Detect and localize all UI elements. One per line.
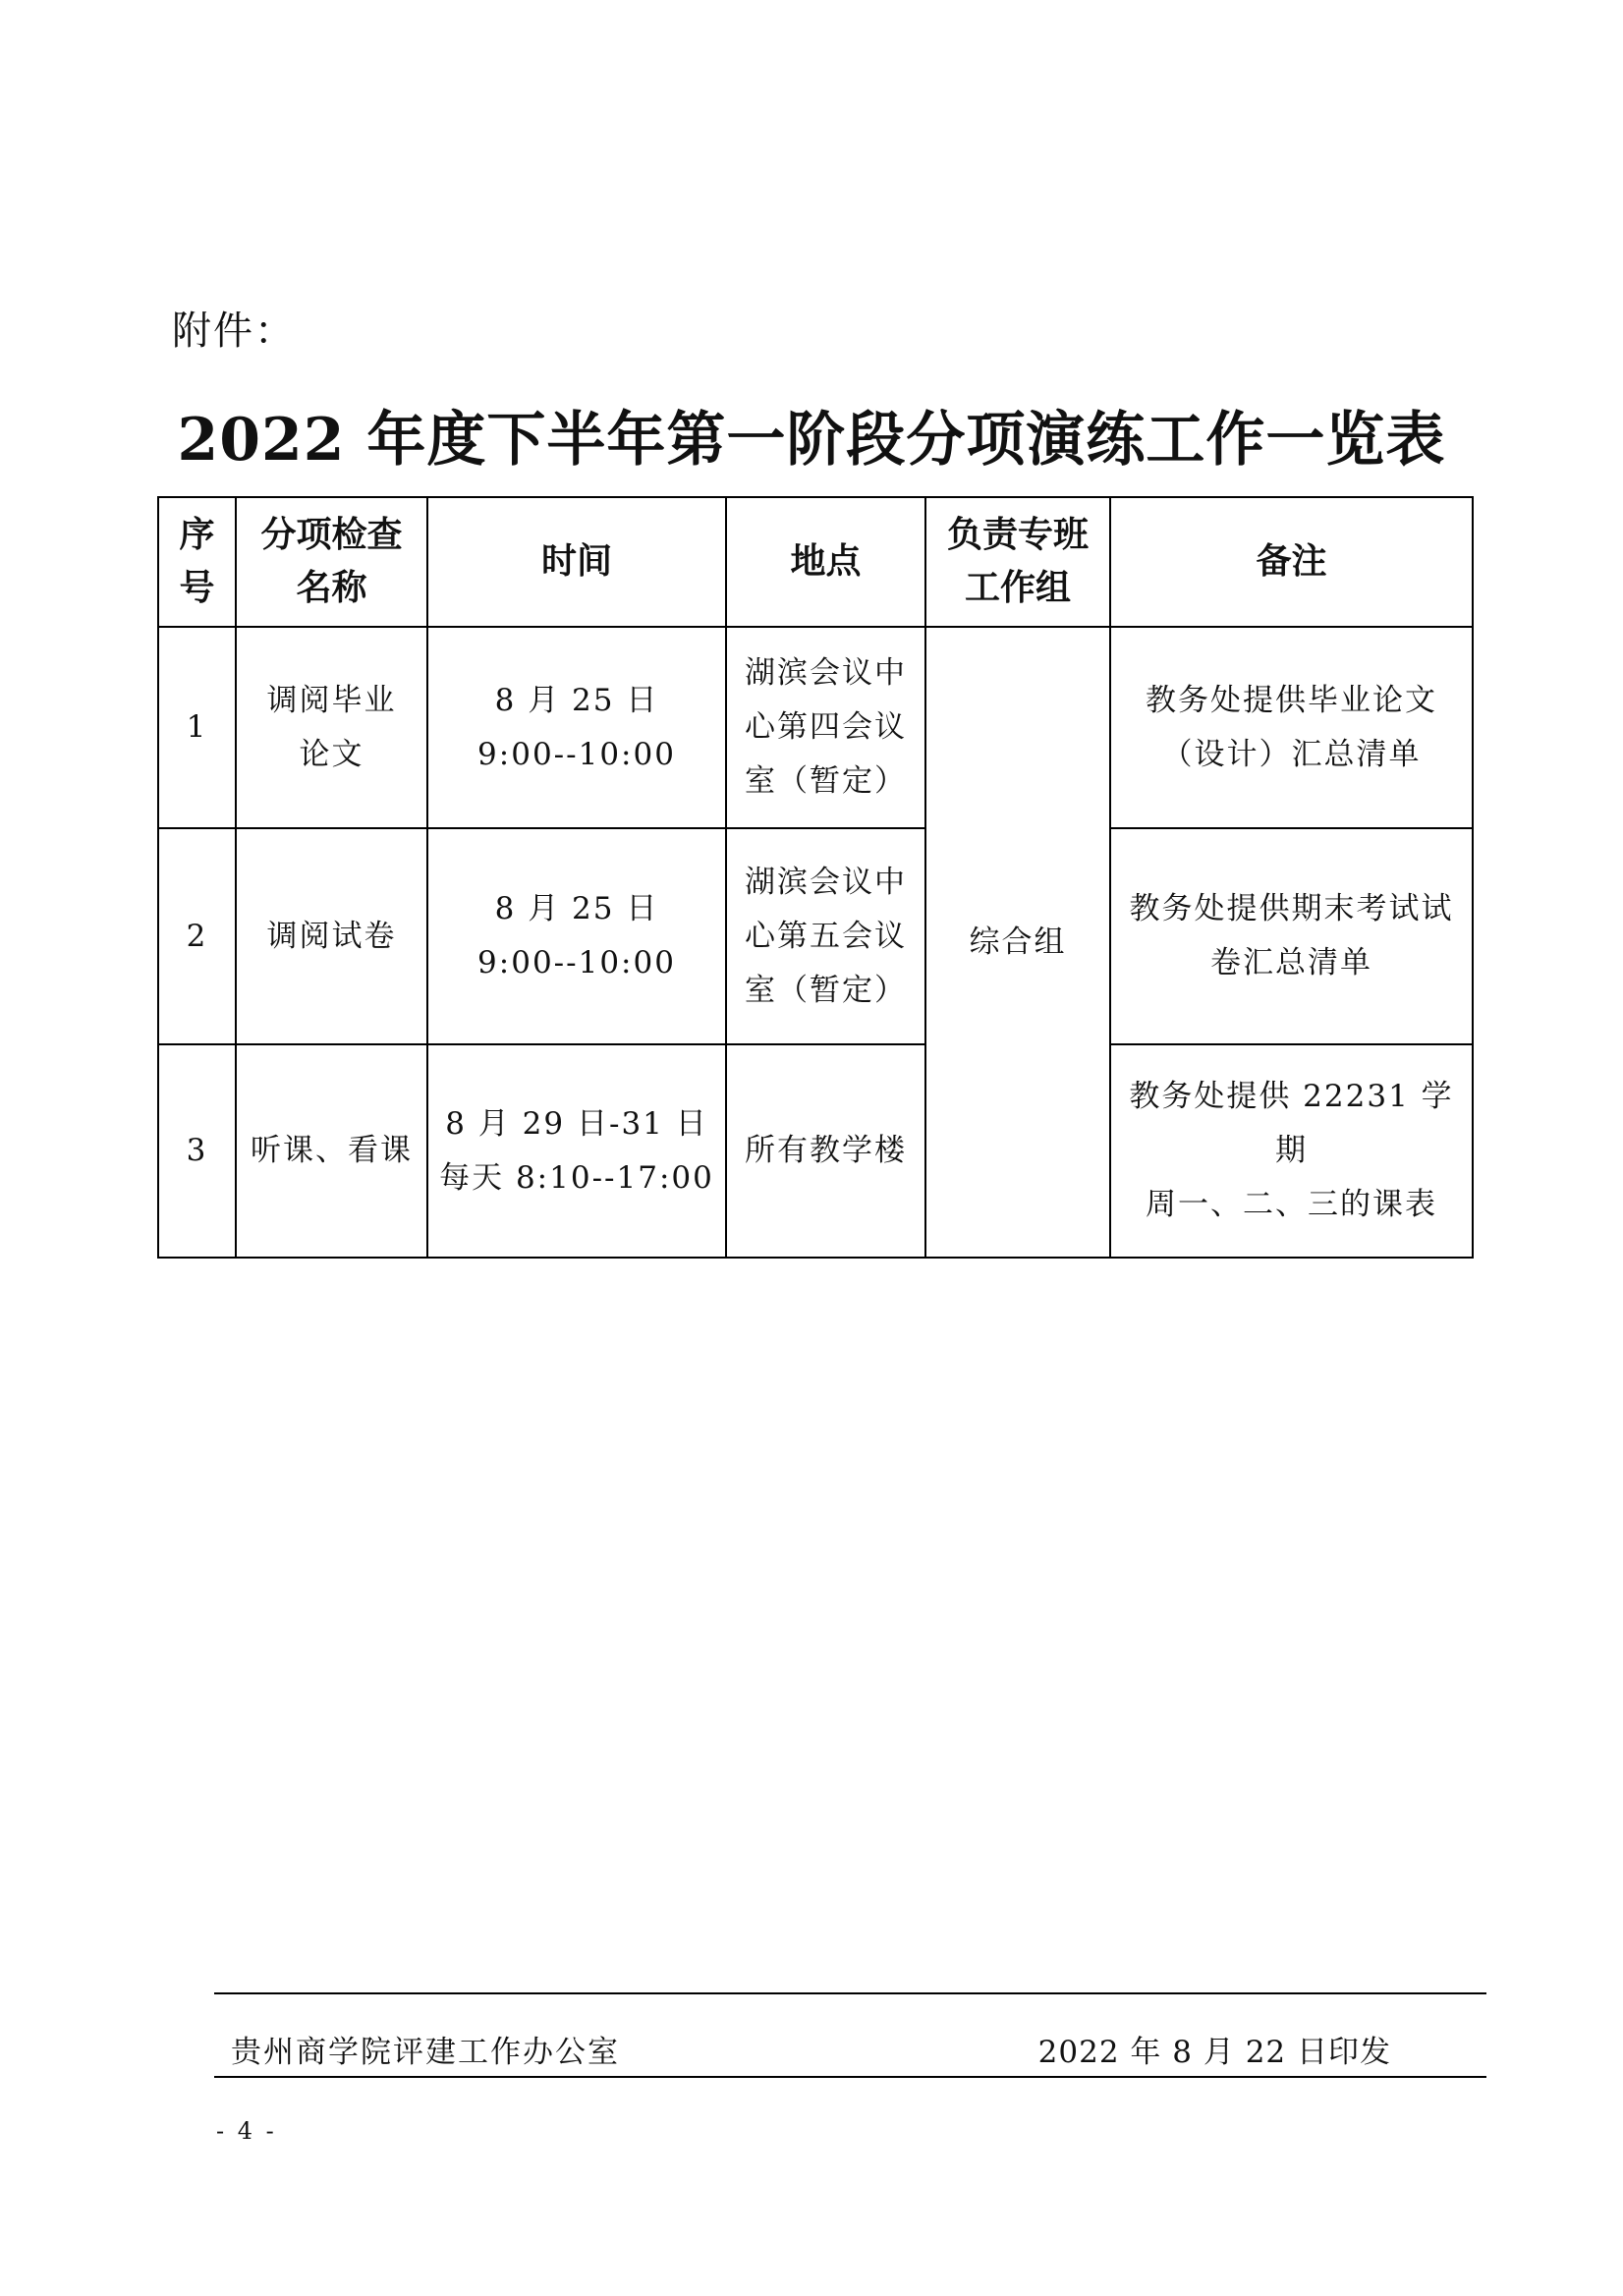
document-title: 2022 年度下半年第一阶段分项演练工作一览表	[177, 406, 1446, 475]
footer-bottom-rule	[214, 2076, 1486, 2078]
cell-check-name: 听课、看课	[236, 1044, 427, 1258]
cell-index: 1	[158, 627, 236, 828]
work-schedule-table	[157, 496, 1474, 1259]
cell-remarks: 教务处提供 22231 学期 周一、二、三的课表	[1110, 1044, 1473, 1258]
header-group: 负责专班 工作组	[925, 497, 1110, 627]
cell-time: 8 月 25 日 9:00--10:00	[427, 627, 726, 828]
cell-time: 8 月 29 日-31 日 每天 8:10--17:00	[427, 1044, 726, 1258]
footer-date: 2022 年 8 月 22 日印发	[1037, 2035, 1391, 2070]
cell-location: 湖滨会议中 心第四会议 室（暂定）	[726, 627, 925, 828]
header-check-name: 分项检查 名称	[236, 497, 427, 627]
cell-time: 8 月 25 日 9:00--10:00	[427, 828, 726, 1044]
table-row	[158, 1044, 1473, 1258]
attachment-label: 附件：	[172, 308, 296, 354]
cell-location: 湖滨会议中 心第五会议 室（暂定）	[726, 828, 925, 1044]
cell-check-name: 调阅试卷	[236, 828, 427, 1044]
cell-check-name: 调阅毕业 论文	[236, 627, 427, 828]
table-header-row	[158, 497, 1473, 627]
cell-index: 2	[158, 828, 236, 1044]
header-time: 时间	[427, 497, 726, 627]
header-location: 地点	[726, 497, 925, 627]
page-number: - 4 -	[216, 2117, 277, 2145]
cell-remarks: 教务处提供毕业论文 （设计）汇总清单	[1110, 627, 1473, 828]
footer-top-rule	[214, 1992, 1486, 1994]
table-row	[158, 627, 1473, 828]
footer-issuer: 贵州商学院评建工作办公室	[231, 2035, 620, 2070]
header-index: 序 号	[158, 497, 236, 627]
cell-remarks: 教务处提供期末考试试 卷汇总清单	[1110, 828, 1473, 1044]
cell-index: 3	[158, 1044, 236, 1258]
cell-location: 所有教学楼	[726, 1044, 925, 1258]
cell-group: 综合组	[925, 627, 1110, 1258]
table-row	[158, 828, 1473, 1044]
header-remarks: 备注	[1110, 497, 1473, 627]
